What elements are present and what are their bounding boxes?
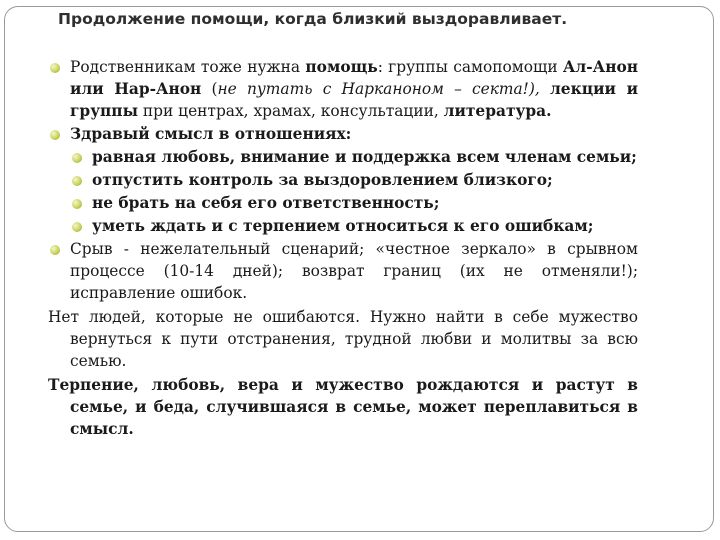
text-italic: не путать с Нарканоном – секта!), (217, 80, 540, 98)
text-segment: : группы самопомощи (377, 58, 563, 76)
bullet-dot-icon (72, 199, 82, 209)
bullet-dot-icon (72, 222, 82, 232)
sub-bullet-text: отпустить контроль за выздоровлением близкого; (92, 171, 553, 189)
sub-bullet-equal-love (48, 146, 638, 168)
slide-content (48, 56, 638, 440)
paragraph-patience-love: Терпение, любовь, вера и мужество рождаются и растут в семье, и беда, случившаяся в семье, может переплавиться в смысл. (48, 376, 638, 438)
sub-bullet-patience (48, 215, 638, 237)
text-bold: Ал-Анон или Нар-Анон (70, 58, 638, 98)
bullet-relapse (48, 238, 638, 304)
bullet-text: Срыв - нежелательный сценарий; «честное зеркало» в срывном процессе (10-14 дней); возврат границ (их не отменяли!); исправление ошибок. (70, 240, 638, 302)
paragraph-no-perfect-people: Нет людей, которые не ошибаются. Нужно найти в себе мужество вернуться к пути отстранения, трудной любви и молитвы за всю семью. (48, 308, 638, 370)
sub-bullet-responsibility (48, 192, 638, 214)
text-bold: литература. (443, 102, 552, 120)
text-segment: ( (201, 80, 218, 98)
sub-bullet-release-control (48, 169, 638, 191)
sub-bullet-text: не брать на себя его ответственность; (92, 194, 440, 212)
sub-bullet-text: уметь ждать и с терпением относиться к его ошибкам; (92, 217, 594, 235)
text-segment (540, 80, 550, 98)
bullet-dot-icon (72, 176, 82, 186)
slide-title: Продолжение помощи, когда близкий выздоравливает. (58, 10, 568, 28)
bullet-dot-icon (72, 153, 82, 163)
text-segment: Родственникам тоже нужна (70, 58, 306, 76)
sub-bullet-text: равная любовь, внимание и поддержка всем членам семьи; (92, 148, 637, 166)
bullet-text: Здравый смысл в отношениях: (70, 125, 352, 143)
text-segment: при центрах, храмах, консультации, (138, 102, 444, 120)
bullet-family-help (48, 56, 638, 122)
bullet-dot-icon (50, 245, 60, 255)
text-bold: помощь (305, 58, 378, 76)
bullet-common-sense (48, 123, 638, 145)
text-bold: лекции и группы (70, 80, 638, 120)
bullet-dot-icon (50, 130, 60, 140)
bullet-dot-icon (50, 63, 60, 73)
